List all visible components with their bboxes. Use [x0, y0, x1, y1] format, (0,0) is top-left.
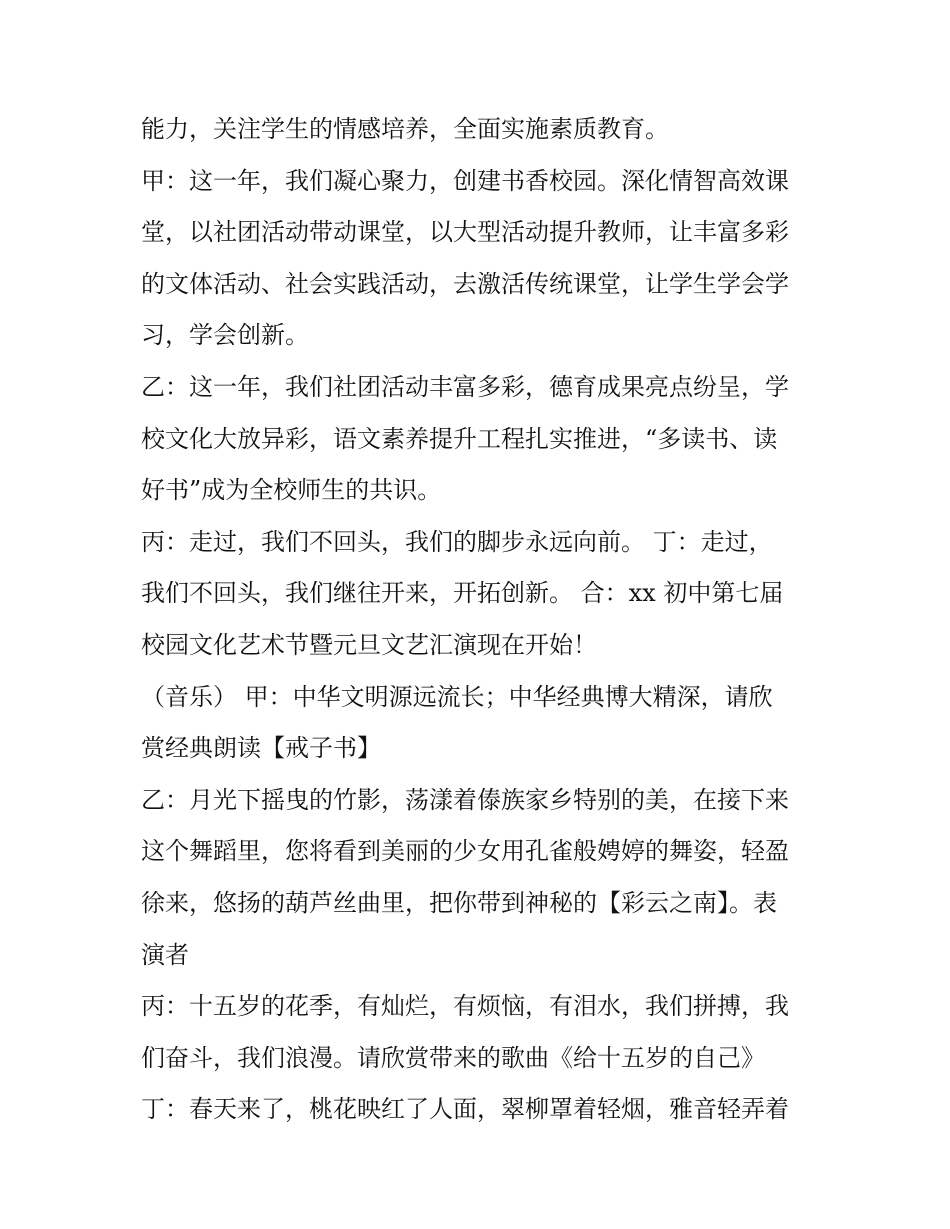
text-line: 乙：月光下摇曳的竹影，荡漾着傣族家乡特别的美，在接下来	[141, 785, 789, 814]
text-line: 习，学会创新。	[141, 321, 309, 350]
text-line: 徐来，悠扬的葫芦丝曲里，把你带到神秘的【彩云之南】。表	[141, 888, 777, 917]
text-line: 校文化大放异彩，语文素养提升工程扎实推进，“多读书、读	[141, 424, 778, 453]
text-line: 这个舞蹈里，您将看到美丽的少女用孔雀般娉婷的舞姿，轻盈	[141, 837, 789, 866]
text-line: 演者	[141, 940, 189, 969]
text-line: 丁：春天来了，桃花映红了人面，翠柳罩着轻烟，雅音轻弄着	[141, 1095, 789, 1124]
text-line: 赏经典朗读【戒子书】	[141, 734, 381, 763]
text-line: 乙：这一年，我们社团活动丰富多彩，德育成果亮点纷呈，学	[141, 372, 789, 401]
text-line: 丙：走过，我们不回头，我们的脚步永远向前。 丁：走过，	[141, 527, 773, 556]
text-line: 的文体活动、社会实践活动，去激活传统课堂，让学生学会学	[141, 269, 789, 298]
text-line: 我们不回头，我们继往开来，开拓创新。 合：xx 初中第七届	[141, 579, 784, 608]
text-line: 能力，关注学生的情感培养，全面实施素质教育。	[141, 115, 669, 143]
text-line: 丙：十五岁的花季，有灿烂，有烦恼，有泪水，我们拼搏，我	[141, 992, 789, 1021]
text-line: 好书”成为全校师生的共识。	[141, 476, 442, 505]
document-text	[141, 104, 821, 1136]
text-line: 们奋斗，我们浪漫。请欣赏带来的歌曲《给十五岁的自己》	[141, 1043, 765, 1072]
text-line: （音乐） 甲：中华文明源远流长；中华经典博大精深，请欣	[141, 682, 773, 711]
text-line: 校园文化艺术节暨元旦文艺汇演现在开始！	[141, 630, 597, 659]
text-line: 堂，以社团活动带动课堂，以大型活动提升教师，让丰富多彩	[141, 218, 789, 247]
text-line: 甲：这一年，我们凝心聚力，创建书香校园。深化情智高效课	[141, 166, 789, 195]
